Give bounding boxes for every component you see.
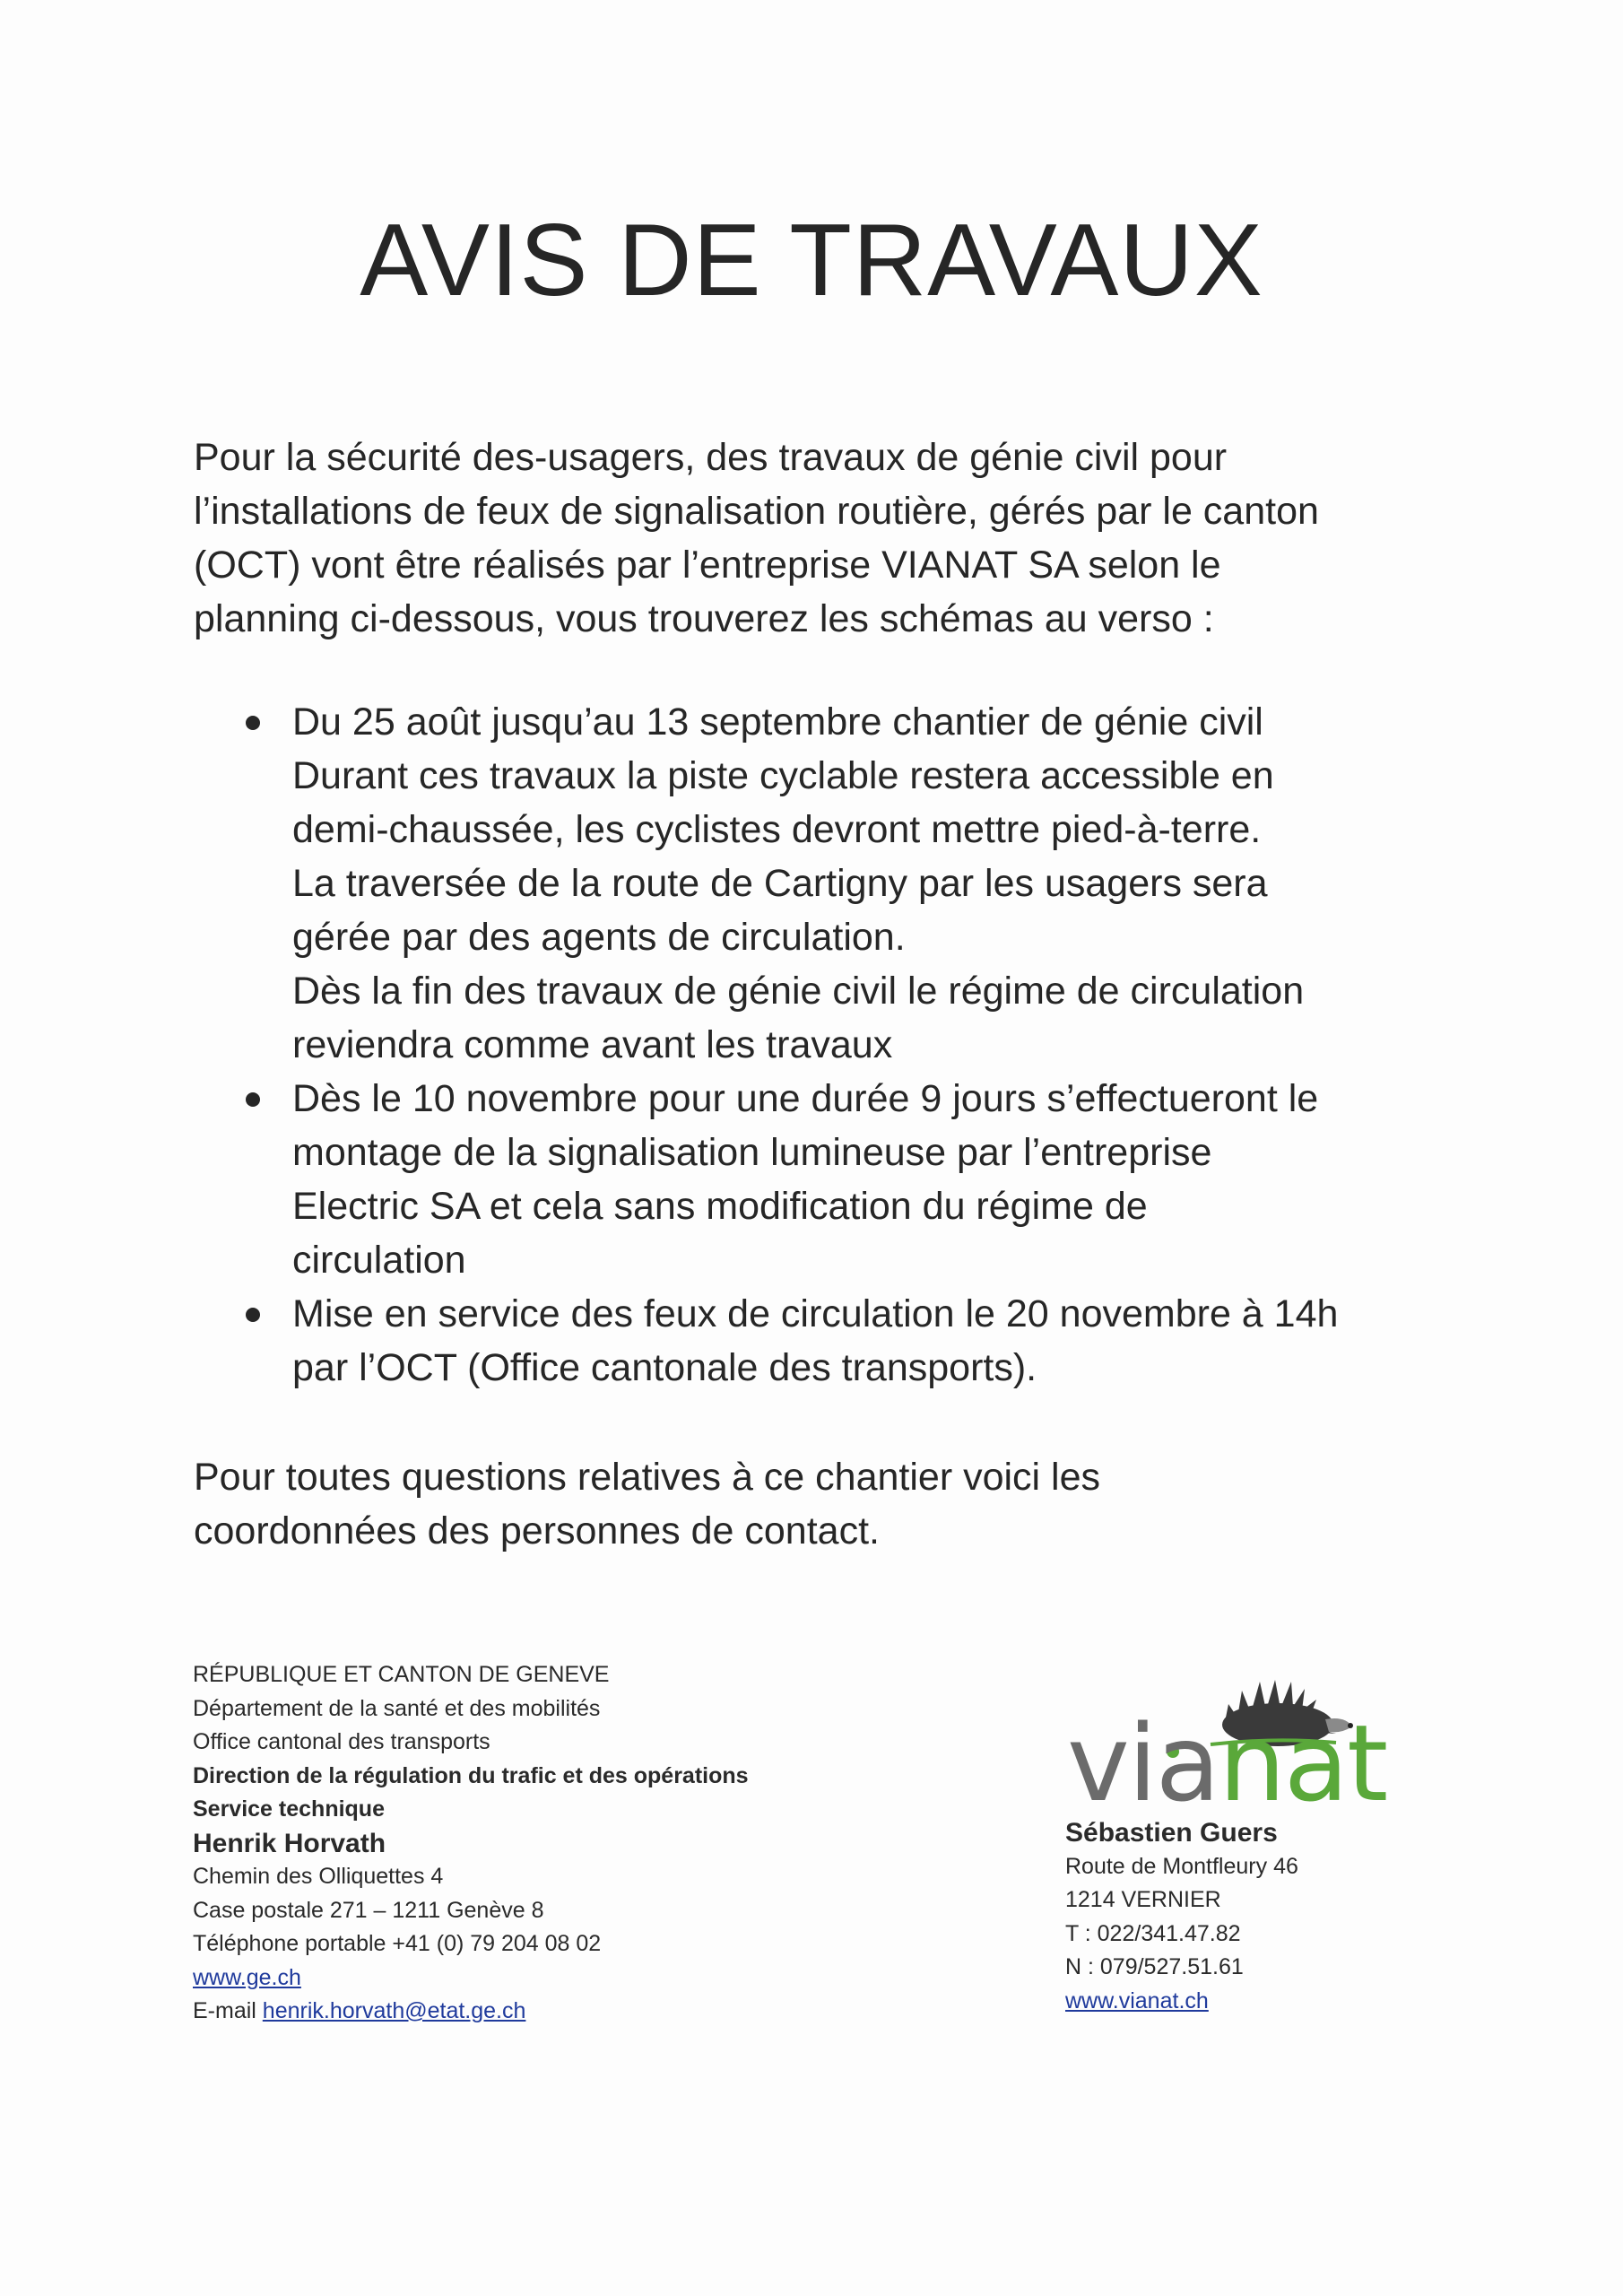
website-link[interactable]: www.vianat.ch <box>1065 1987 1209 2013</box>
schedule-line: par l’OCT (Office cantonale des transports). <box>292 1346 1037 1389</box>
email-label: E-mail <box>193 1998 263 2023</box>
address-line: Case postale 271 – 1211 Genève 8 <box>193 1897 544 1923</box>
address-line: Chemin des Olliquettes 4 <box>193 1864 444 1889</box>
schedule-item-commissioning <box>194 1287 1467 1395</box>
closing-line: coordonnées des personnes de contact. <box>194 1509 880 1552</box>
logo-wordmark <box>1067 1701 1387 1825</box>
direction-name: Direction de la régulation du trafic et des opérations <box>193 1762 749 1788</box>
schedule-item-signal-installation <box>194 1072 1467 1287</box>
mobile-number: N : 079/527.51.61 <box>1065 1954 1244 1979</box>
schedule-line: circulation <box>292 1239 466 1282</box>
schedule-item-civil-works <box>194 695 1467 1072</box>
schedule-list <box>194 695 1467 1395</box>
logo-wordmark-part1: via <box>1067 1701 1219 1825</box>
website-link[interactable]: www.ge.ch <box>193 1964 301 1990</box>
schedule-line: Durant ces travaux la piste cyclable restera accessible en <box>292 754 1274 797</box>
schedule-line: demi-chaussée, les cyclistes devront mettre pied-à-terre. <box>292 808 1262 851</box>
logo-wordmark-part2: nat <box>1218 1701 1387 1825</box>
organization-name: RÉPUBLIQUE ET CANTON DE GENEVE <box>193 1662 610 1687</box>
schedule-line: reviendra comme avant les travaux <box>292 1023 893 1066</box>
contact-block-canton <box>193 1658 749 2029</box>
bullet-icon <box>246 716 260 730</box>
intro-paragraph <box>194 430 1449 646</box>
contact-name: Henrik Horvath <box>193 1828 386 1858</box>
schedule-line: gérée par des agents de circulation. <box>292 916 906 959</box>
schedule-line: Du 25 août jusqu’au 13 septembre chantier de génie civil <box>292 700 1263 744</box>
address-line: Route de Montfleury 46 <box>1065 1853 1298 1879</box>
email-link[interactable]: henrik.horvath@etat.ge.ch <box>262 1998 526 2023</box>
schedule-line: Dès la fin des travaux de génie civil le régime de circulation <box>292 970 1305 1013</box>
intro-line: Pour la sécurité des-usagers, des travaux de génie civil pour <box>194 436 1228 479</box>
page-title: AVIS DE TRAVAUX <box>360 204 1263 317</box>
closing-paragraph <box>194 1450 1449 1558</box>
contact-block-vianat <box>1065 1816 1298 2018</box>
contact-name: Sébastien Guers <box>1065 1818 1278 1848</box>
schedule-line: Electric SA et cela sans modification du régime de <box>292 1185 1148 1228</box>
closing-line: Pour toutes questions relatives à ce chantier voici les <box>194 1456 1101 1499</box>
schedule-line: montage de la signalisation lumineuse par l’entreprise <box>292 1131 1212 1174</box>
address-line: 1214 VERNIER <box>1065 1887 1221 1912</box>
intro-line: l’installations de feux de signalisation routière, gérés par le canton <box>194 490 1319 533</box>
intro-line: (OCT) vont être réalisés par l’entreprise VIANAT SA selon le <box>194 544 1221 587</box>
schedule-line: Mise en service des feux de circulation le 20 novembre à 14h <box>292 1292 1339 1335</box>
department-name: Département de la santé et des mobilités <box>193 1695 601 1721</box>
service-name: Service technique <box>193 1796 385 1822</box>
vianat-logo <box>1067 1655 1387 1825</box>
phone-number: Téléphone portable +41 (0) 79 204 08 02 <box>193 1931 602 1956</box>
intro-line: planning ci-dessous, vous trouverez les schémas au verso : <box>194 597 1214 640</box>
schedule-line: Dès le 10 novembre pour une durée 9 jours s’effectueront le <box>292 1077 1319 1120</box>
bullet-icon <box>246 1092 260 1107</box>
office-name: Office cantonal des transports <box>193 1729 490 1754</box>
schedule-line: La traversée de la route de Cartigny par les usagers sera <box>292 862 1268 905</box>
phone-number: T : 022/341.47.82 <box>1065 1920 1241 1946</box>
bullet-icon <box>246 1308 260 1322</box>
